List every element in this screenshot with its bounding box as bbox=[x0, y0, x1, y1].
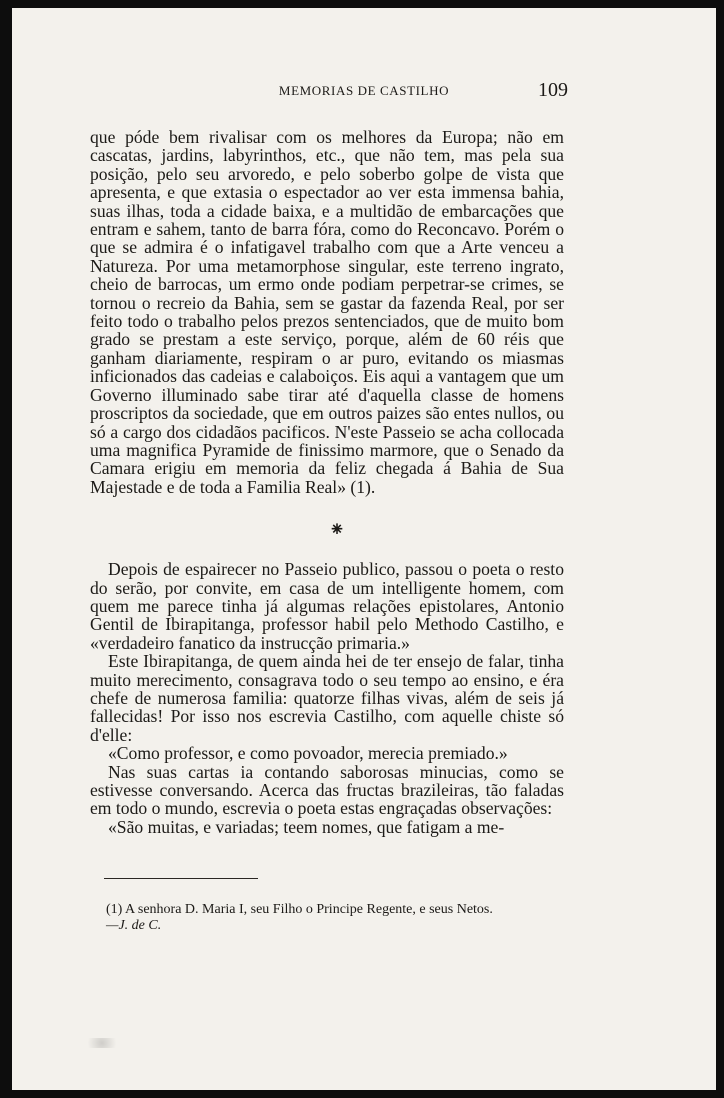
footnote-rule bbox=[104, 878, 258, 879]
paragraph: «Como professor, e como povoador, merecia premiado.» bbox=[108, 743, 508, 764]
footnote-signature: —J. de C. bbox=[106, 918, 162, 933]
body-text bbox=[90, 128, 564, 836]
footnote bbox=[106, 902, 576, 934]
book-page bbox=[12, 8, 716, 1090]
running-title: MEMORIAS DE CASTILHO bbox=[278, 83, 450, 98]
paragraph: que póde bem rivalisar com os melhores da Europa; não em cascatas, jardins, labyrinthos, etc., que não tem, mas pela sua posição, pelo seu arvoredo, e pelo soberbo golpe de vista que apresenta, e que extasia o espectador ao ver esta immensa bahia, suas ilhas, toda a cidade baixa, e a multidão de embarcações que entram e sahem, tanto de barra fóra, como do Reconcavo. Porém o que se admira é o infatigavel trabalho com que a Arte venceu a Natureza. Por uma metamorphose singular, este terreno ingrato, cheio de barrocas, um ermo onde podiam perpetrar-se crimes, se tornou o recreio da Bahia, sem se gastar da fazenda Real, por ser feito todo o trabalho pelos prezos sentenciados, que de muito bom grado se prestam a este serviço, porque, além de 60 réis que ganham diariamente, respiram o ar puro, evitando os miasmas inficionados das cadeias e calaboiços. Eis aqui a vantagem que um Governo illuminado sabe tirar até d'aquella classe de homens proscriptos da sociedade, que em outros paizes são entes nullos, ou só a cargo dos cidadãos pacificos. N'este Passeio se acha collocada uma magnifica Pyramide de finissimo marmore, que o Senado da Camara erigiu em memoria da feliz chegada á Bahia de Sua Majestade e de toda a Familia Real» (1). bbox=[90, 127, 564, 497]
footnote-text: (1) A senhora D. Maria I, seu Filho o Principe Regente, e seus Netos. bbox=[106, 902, 493, 917]
page-header bbox=[12, 79, 716, 107]
section-divider: ⁕ bbox=[328, 519, 346, 542]
paragraph: Depois de espairecer no Passeio publico, passou o poeta o resto do serão, por convite, em casa de um intelligente homem, com quem me parece tinha já algumas relações epistolares, Antonio Gentil de Ibirapitanga, professor habil pelo Methodo Castilho, e «verdadeiro fanatico da instrucção primaria.» bbox=[90, 559, 564, 653]
paragraph: «São muitas, e variadas; teem nomes, que fatigam a me- bbox=[108, 816, 505, 837]
page-number: 109 bbox=[538, 79, 568, 101]
paragraph: Este Ibirapitanga, de quem ainda hei de ter ensejo de falar, tinha muito merecimento, consagrava todo o seu tempo ao ensino, e éra chefe de numerosa familia: quatorze filhas vivas, além de seis já fallecidas! Por isso nos escrevia Castilho, com aquelle chiste só d'elle: bbox=[90, 651, 564, 745]
paper-speckle bbox=[82, 1038, 122, 1048]
paragraph: Nas suas cartas ia contando saborosas minucias, como se estivesse conversando. Acerca das fructas brazileiras, tão faladas em todo o mundo, escrevia o poeta estas engraçadas observações: bbox=[90, 761, 564, 819]
